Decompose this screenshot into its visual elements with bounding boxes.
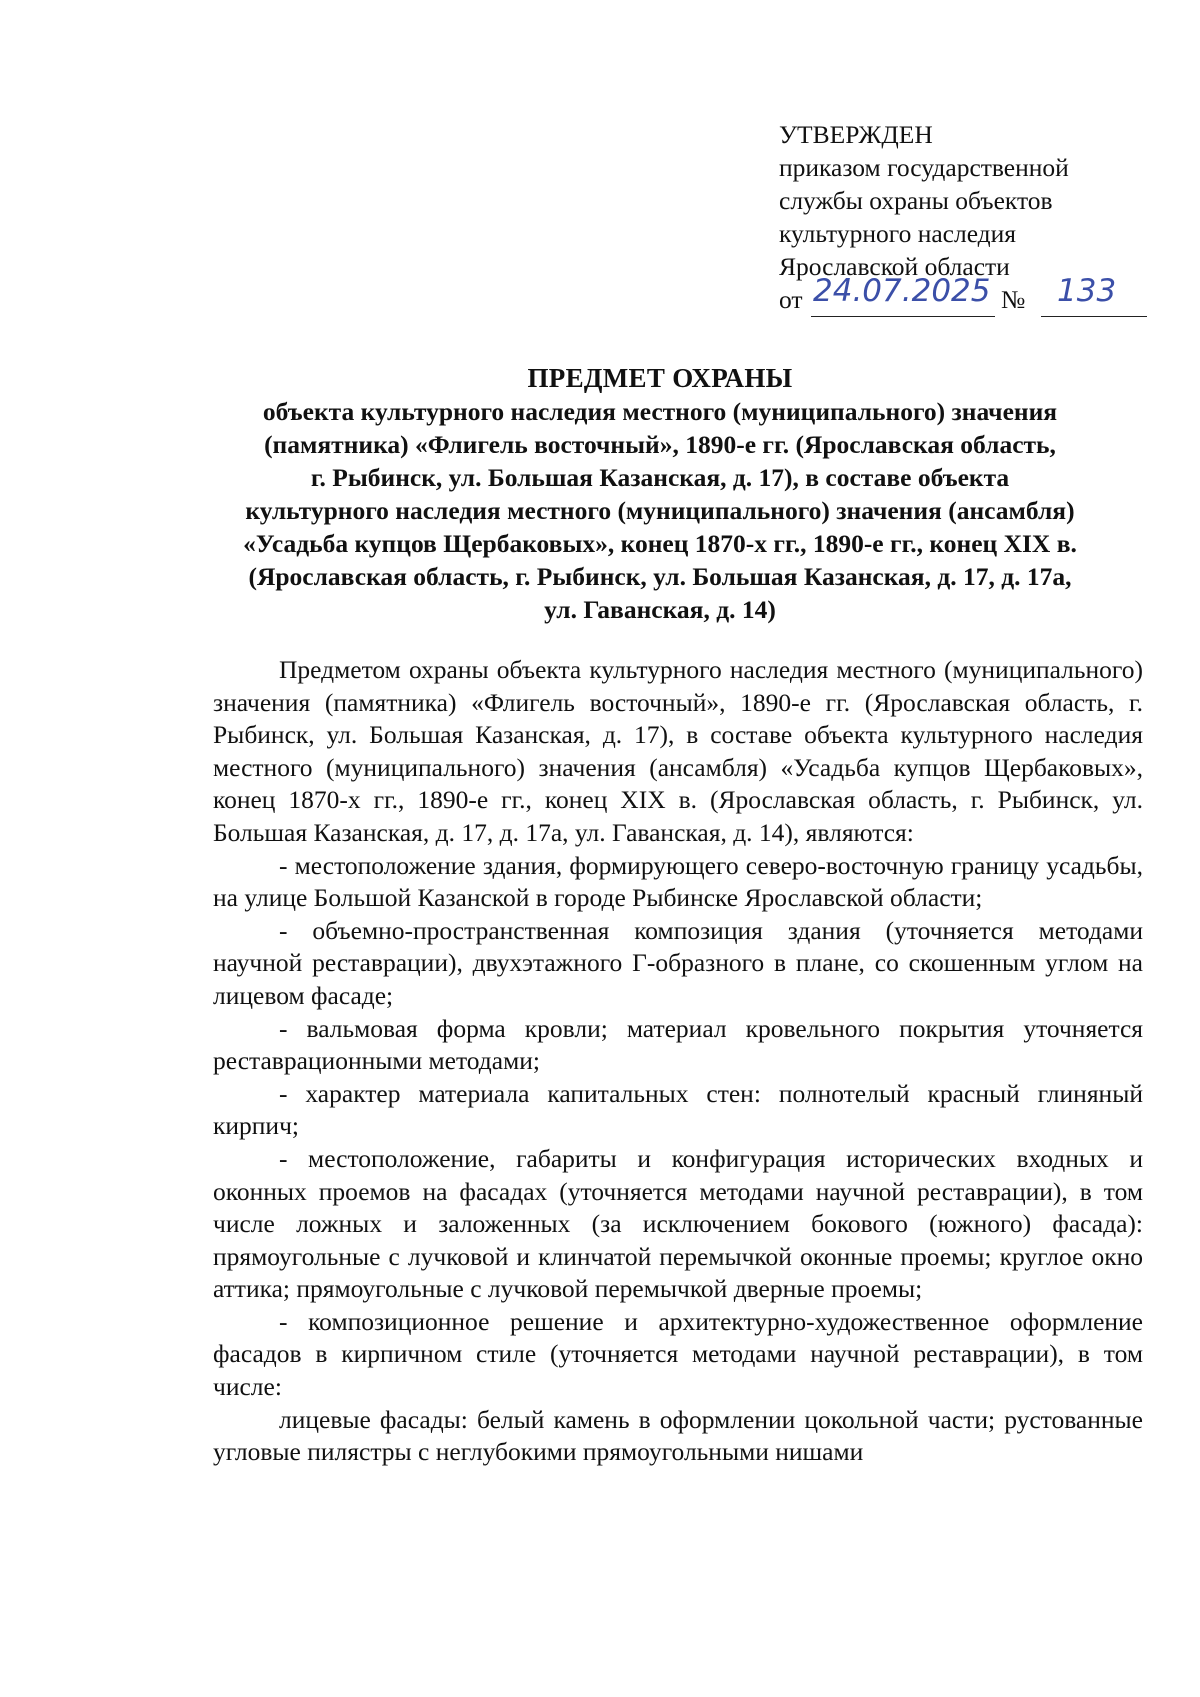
from-label: от bbox=[779, 285, 803, 314]
body-paragraph: - вальмовая форма кровли; материал кровельного покрытия уточняется реставрационными методами; bbox=[213, 1013, 1143, 1076]
order-date-number-line bbox=[779, 273, 1139, 323]
title-line: культурного наследия местного (муниципального) значения (ансамбля) bbox=[245, 496, 1075, 525]
title-line: г. Рыбинск, ул. Большая Казанская, д. 17), в составе объекта bbox=[310, 463, 1010, 492]
approval-line: культурного наследия bbox=[779, 219, 1017, 248]
body-paragraph: - композиционное решение и архитектурно-художественное оформление фасадов в кирпичном стиле (уточняется методами научной реставрации), в том числе: bbox=[213, 1306, 1143, 1402]
handwritten-date: 24.07.2025 bbox=[813, 273, 991, 309]
body-paragraph: - характер материала капитальных стен: полнотелый красный глиняный кирпич; bbox=[213, 1078, 1143, 1141]
title-line: объекта культурного наследия местного (муниципального) значения bbox=[262, 397, 1058, 426]
approval-line: Ярославской области bbox=[779, 252, 1010, 281]
body-paragraph: лицевые фасады: белый камень в оформлении цокольной части; рустованные угловые пилястры с неглубокими прямоугольными нишами bbox=[213, 1404, 1143, 1467]
body-paragraph: - объемно-пространственная композиция здания (уточняется методами научной реставрации), двухэтажного Г-образного в плане, со скошенным углом на лицевом фасаде; bbox=[213, 915, 1143, 1010]
number-label: № bbox=[1001, 285, 1026, 314]
document-title bbox=[170, 362, 1150, 626]
body-paragraph: - местоположение, габариты и конфигурация исторических входных и оконных проемов на фасадах (уточняется методами научной реставрации), в том числе ложных и заложенных (за исключением бокового (южного) фасада): прямоугольные с лучковой и клинчатой перемычкой оконные проемы; круглое окно аттика; прямоугольные с лучковой перемычкой дверные проемы; bbox=[213, 1143, 1143, 1304]
title-line: (памятника) «Флигель восточный», 1890-е гг. (Ярославская область, bbox=[264, 430, 1056, 459]
document-body bbox=[213, 654, 1143, 1469]
approval-block bbox=[779, 118, 1139, 323]
title-line: «Усадьба купцов Щербаковых», конец 1870-х гг., 1890-е гг., конец XIX в. bbox=[243, 529, 1077, 558]
title-line: (Ярославская область, г. Рыбинск, ул. Большая Казанская, д. 17, д. 17а, bbox=[248, 562, 1072, 591]
title-line: ул. Гаванская, д. 14) bbox=[544, 595, 776, 624]
approval-heading: УТВЕРЖДЕН bbox=[779, 120, 933, 149]
title-main: ПРЕДМЕТ ОХРАНЫ bbox=[527, 363, 793, 393]
approval-line: службы охраны объектов bbox=[779, 186, 1053, 215]
approval-line: приказом государственной bbox=[779, 153, 1069, 182]
body-paragraph: - местоположение здания, формирующего северо-восточную границу усадьбы, на улице Большой Казанской в городе Рыбинске Ярославской области; bbox=[213, 850, 1143, 913]
body-paragraph: Предметом охраны объекта культурного наследия местного (муниципального) значения (памятника) «Флигель восточный», 1890-е гг. (Ярославская область, г. Рыбинск, ул. Большая Казанская, д. 17), в составе объекта культурного наследия местного (муниципального) значения (ансамбля) «Усадьба купцов Щербаковых», конец 1870-х гг., 1890-е гг., конец XIX в. (Ярославская область, г. Рыбинск, ул. Большая Казанская, д. 17, д. 17а, ул. Гаванская, д. 14), являются: bbox=[213, 655, 1143, 847]
handwritten-number: 133 bbox=[1057, 273, 1117, 309]
